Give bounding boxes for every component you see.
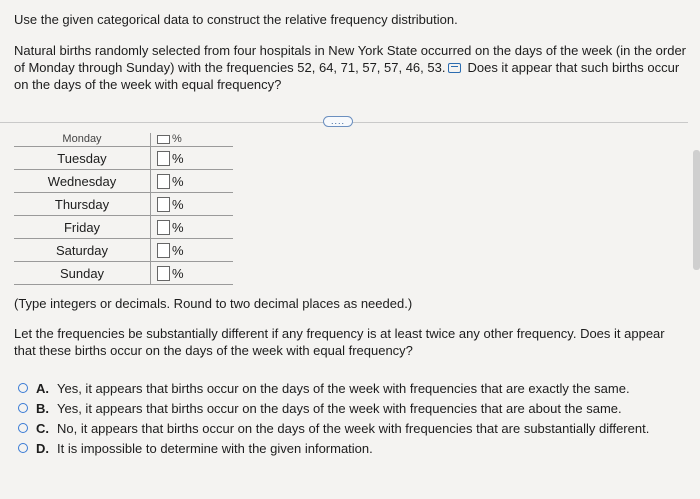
answer-input-sunday[interactable] <box>157 266 170 281</box>
day-label: Friday <box>14 216 151 239</box>
value-cell <box>151 193 234 216</box>
relative-frequency-table <box>14 133 233 285</box>
value-cell <box>151 170 234 193</box>
answer-options <box>18 378 649 458</box>
option-letter: C. <box>36 420 49 436</box>
percent-sign: % <box>172 266 184 282</box>
percent-sign: % <box>172 197 184 213</box>
follow-up-question: Let the frequencies be substantially different if any frequency is at least twice any other frequency. Does it appear that these births occur on the days of the week with equal frequency? <box>14 326 665 358</box>
table-row <box>14 216 233 239</box>
answer-input-wednesday[interactable] <box>157 174 170 189</box>
scrollbar[interactable] <box>693 150 700 270</box>
table-row <box>14 170 233 193</box>
option-d[interactable] <box>18 438 649 458</box>
option-text: Yes, it appears that births occur on the days of the week with frequencies that are exactly the same. <box>57 380 630 396</box>
value-cell <box>151 262 234 285</box>
data-table-icon[interactable] <box>448 63 461 73</box>
percent-sign: % <box>172 220 184 236</box>
option-letter: B. <box>36 400 49 416</box>
question-body-end: Does it appear that such births occur on the days of the week with equal frequency? <box>14 60 680 92</box>
percent-sign: % <box>172 151 184 167</box>
answer-input-monday[interactable] <box>157 135 170 144</box>
day-label: Saturday <box>14 239 151 262</box>
option-text: No, it appears that births occur on the days of the week with frequencies that are substantially different. <box>57 420 650 436</box>
option-letter: D. <box>36 440 49 456</box>
day-label: Monday <box>14 133 151 147</box>
radio-button-icon[interactable] <box>18 423 28 433</box>
radio-button-icon[interactable] <box>18 443 28 453</box>
option-c[interactable] <box>18 418 649 438</box>
percent-sign: % <box>172 133 182 146</box>
option-text: It is impossible to determine with the given information. <box>57 440 373 456</box>
instruction-text: Use the given categorical data to construct the relative frequency distribution. <box>14 12 458 27</box>
table-row <box>14 193 233 216</box>
table-row <box>14 239 233 262</box>
day-label: Thursday <box>14 193 151 216</box>
day-label: Wednesday <box>14 170 151 193</box>
option-text: Yes, it appears that births occur on the days of the week with frequencies that are about the same. <box>57 400 622 416</box>
value-cell <box>151 133 234 147</box>
answer-input-saturday[interactable] <box>157 243 170 258</box>
table-row <box>14 133 233 147</box>
answer-input-friday[interactable] <box>157 220 170 235</box>
day-label: Tuesday <box>14 147 151 170</box>
radio-button-icon[interactable] <box>18 383 28 393</box>
table-row <box>14 262 233 285</box>
value-cell <box>151 216 234 239</box>
value-cell <box>151 239 234 262</box>
option-a[interactable] <box>18 378 649 398</box>
day-label: Sunday <box>14 262 151 285</box>
option-b[interactable] <box>18 398 649 418</box>
table-row <box>14 147 233 170</box>
answer-input-thursday[interactable] <box>157 197 170 212</box>
rounding-note: (Type integers or decimals. Round to two decimal places as needed.) <box>14 296 413 311</box>
option-letter: A. <box>36 380 49 396</box>
question-body: Natural births randomly selected from four hospitals in New York State occurred on the days of the week (in the order of Monday through Sunday) with the frequencies 52, 64, 71, 57, 57, 46, 53. <box>14 43 687 75</box>
percent-sign: % <box>172 174 184 190</box>
question-text <box>14 42 694 93</box>
value-cell <box>151 147 234 170</box>
expand-more-button[interactable]: .... <box>323 116 353 127</box>
answer-input-tuesday[interactable] <box>157 151 170 166</box>
percent-sign: % <box>172 243 184 259</box>
radio-button-icon[interactable] <box>18 403 28 413</box>
